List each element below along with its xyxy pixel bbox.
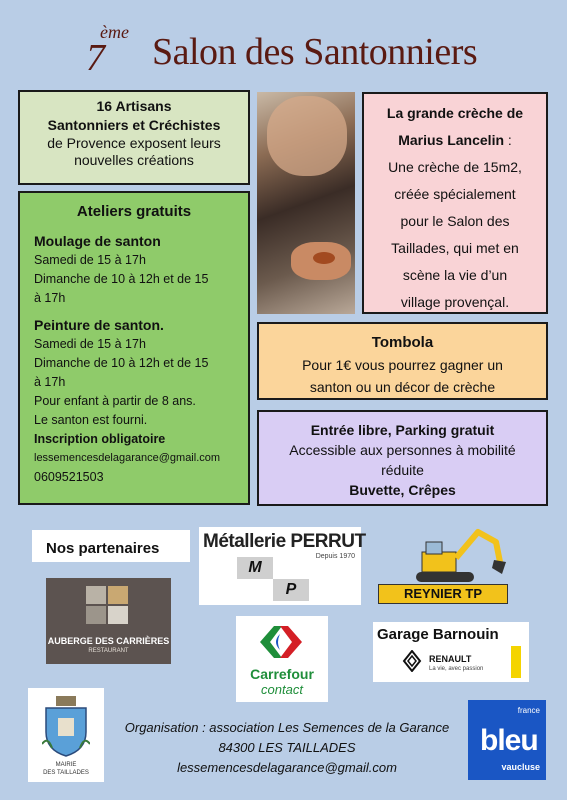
artisans-box [18,90,250,185]
peinture-line5: Le santon est fourni. [34,413,148,427]
creche-box [362,92,548,314]
carrefour-logo [236,616,328,702]
auberge-tile [108,586,128,604]
title-ordinal-suffix: ème [100,22,129,42]
auberge-sub: RESTAURANT [88,648,129,654]
auberge-logo [46,578,171,664]
perrut-since: Depuis 1970 [315,553,355,560]
perrut-name: Métallerie PERRUT [203,531,366,552]
ateliers-box [18,191,250,505]
photo-figurine [313,252,335,264]
creche-line6: Taillades, qui met en [391,240,519,256]
perrut-mp-mark [237,557,309,601]
france-bleu-logo [468,700,546,780]
creche-line2-rest: : [504,132,512,148]
auberge-tile [108,606,128,624]
auberge-tile [86,606,106,624]
creche-line5: pour le Salon des [400,213,510,229]
tombola-line2: santon ou un décor de crèche [309,379,496,395]
bleu-region: vaucluse [501,762,540,772]
moulage-title: Moulage de santon [34,233,161,249]
santonnier-photo [257,92,355,314]
creche-line7: scène la vie d’un [402,267,508,283]
entree-line1: Accessible aux personnes à mobilité [289,442,516,458]
ateliers-email[interactable]: lessemencesdelagarance@gmail.com [34,452,221,464]
organisation-line1: Organisation : association Les Semences de la Garance [124,720,450,735]
title-main: Salon des Santonniers [152,31,478,73]
bleu-france: france [517,706,540,715]
organisation-block [112,718,462,778]
photo-face-area [267,96,347,176]
auberge-tiles [86,586,130,626]
ateliers-phone[interactable]: 0609521503 [34,470,104,484]
renault-diamond-icon [401,650,423,672]
garage-name: Garage Barnouin [377,626,499,643]
auberge-name: AUBERGE DES CARRIÈRES [47,636,170,646]
mairie-line1: MAIRIE [55,762,77,768]
entree-box [257,410,548,506]
carrefour-line2: contact [261,682,303,697]
creche-line3: Une crèche de 15m2, [388,159,522,175]
artisans-line4: nouvelles créations [74,152,194,168]
mairie-line2: DES TAILLADES [43,770,89,776]
spacer [34,308,234,316]
entree-line3: Buvette, Crêpes [349,482,456,498]
ateliers-heading: Ateliers gratuits [76,203,192,220]
moulage-line1: Samedi de 15 à 17h [34,253,146,267]
moulage-line3: à 17h [34,291,66,305]
partners-label: Nos partenaires [32,530,190,562]
excavator-icon [378,528,508,586]
perrut-p: P [273,579,309,601]
artisans-line1: 16 Artisans [96,98,172,114]
renault-tagline: La vie, avec passion [429,666,484,672]
creche-line2-bold: Marius Lancelin [398,132,505,148]
reynier-logo [378,528,508,606]
artisans-line3: de Provence exposent leurs [47,135,221,151]
creche-line8: village provençal. [400,294,510,310]
peinture-line4: Pour enfant à partir de 8 ans. [34,394,196,408]
creche-line2 [364,127,546,154]
peinture-line1: Samedi de 15 à 17h [34,337,146,351]
creche-line4: créée spécialement [394,186,516,202]
peinture-line2: Dimanche de 10 à 12h et de 15 [34,356,209,370]
auberge-tile [86,586,106,604]
tombola-line1: Pour 1€ vous pourrez gagner un [302,357,503,373]
organisation-line2: 84300 LES TAILLADES [218,740,356,755]
title-ordinal-number: 7 [86,37,105,79]
peinture-line3: à 17h [34,375,66,389]
tombola-box [257,322,548,400]
moulage-line2: Dimanche de 10 à 12h et de 15 [34,272,209,286]
renault-yellow-stripe [511,646,521,678]
entree-heading: Entrée libre, Parking gratuit [310,422,495,438]
perrut-m: M [237,557,273,579]
carrefour-mark-icon [258,622,304,662]
garage-barnouin-logo [373,622,529,682]
renault-brand: RENAULT [429,654,472,664]
coat-of-arms-icon [42,696,90,758]
reynier-name: REYNIER TP [378,584,508,604]
perrut-logo [199,527,366,605]
mairie-logo [28,688,104,782]
tombola-heading: Tombola [371,334,434,351]
artisans-line2: Santonniers et Créchistes [47,117,221,133]
poster-title [86,22,506,82]
entree-line2: réduite [381,462,424,478]
organisation-email[interactable]: lessemencesdelagarance@gmail.com [177,760,397,775]
creche-line1: La grande crèche de [386,105,524,121]
peinture-title: Peinture de santon. [34,317,164,333]
bleu-name: bleu [480,724,538,757]
inscription-note: Inscription obligatoire [34,432,166,446]
carrefour-line1: Carrefour [250,666,314,682]
